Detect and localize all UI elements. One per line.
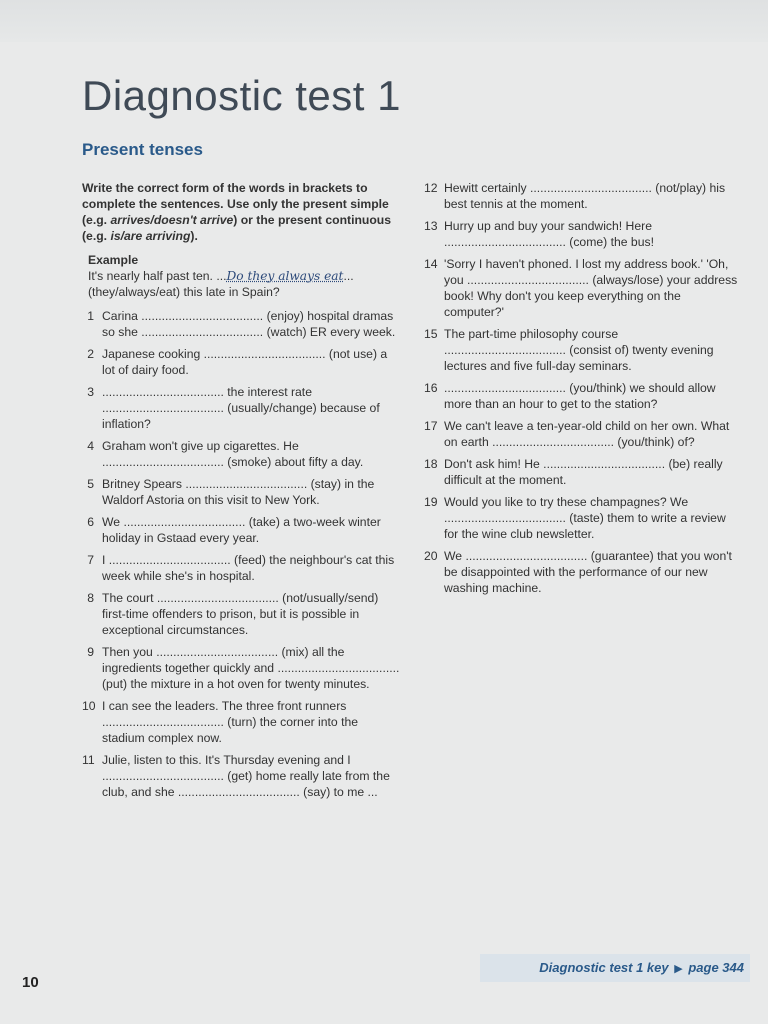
item-text: Graham won't give up cigarettes. He .................................... (smoke) about fifty a day.: [102, 439, 364, 469]
item-number: 5: [87, 477, 94, 491]
item-text: We .................................... (take) a two-week winter holiday in Gstaad every year.: [102, 515, 381, 545]
item-number: 20: [424, 549, 438, 563]
right-column: [424, 180, 740, 602]
section-subtitle: Present tenses: [82, 140, 203, 159]
example-before: It's nearly half past ten. ...: [88, 269, 227, 283]
item-text: Would you like to try these champagnes? We .................................... (taste) them to write a review for the wine club newsletter.: [444, 495, 726, 541]
example-label: Example: [88, 253, 139, 267]
item-text: I can see the leaders. The three front runners .................................... (turn) the corner into the stadium complex now.: [102, 699, 359, 745]
item-text: I .................................... (feed) the neighbour's cat this week while she's in hospital.: [102, 553, 395, 583]
exercise-item: [82, 438, 402, 470]
item-number: 2: [87, 347, 94, 361]
item-text: Hewitt certainly .................................... (not/play) his best tennis at the moment.: [444, 181, 726, 211]
instructions: [82, 180, 402, 244]
exercise-item: [82, 308, 402, 340]
exercise-item: [82, 384, 402, 432]
exercise-item: [82, 752, 402, 800]
item-number: 14: [424, 257, 438, 271]
item-number: 8: [87, 591, 94, 605]
instructions-example-continuous: is/are arriving: [110, 229, 191, 243]
exercise-item: [82, 552, 402, 584]
exercise-item: [82, 590, 402, 638]
item-number: 19: [424, 495, 438, 509]
item-number: 4: [87, 439, 94, 453]
item-text: Then you .................................... (mix) all the ingredients together quickly and .................................... (put) the mixture in a hot oven for twenty minutes.: [102, 645, 400, 691]
item-text: .................................... the interest rate .................................... (usually/change) because of inflation?: [102, 385, 380, 431]
exercise-item: [82, 514, 402, 546]
exercise-item: [424, 494, 740, 542]
item-number: 13: [424, 219, 438, 233]
instructions-part2: ) or the present continuous (e.g.: [82, 213, 392, 243]
item-number: 12: [424, 181, 438, 195]
triangle-right-icon: ▶: [674, 963, 683, 975]
item-text: .................................... (you/think) we should allow more than an hour to get to the station?: [444, 381, 716, 411]
item-text: 'Sorry I haven't phoned. I lost my address book.' 'Oh, you .................................... (always/lose) your address book! Why don't you keep everything on the computer?': [444, 257, 738, 319]
exercise-item: [424, 380, 740, 412]
item-number: 9: [87, 645, 94, 659]
page-title: Diagnostic test 1: [82, 72, 401, 119]
item-number: 11: [82, 753, 95, 767]
item-text: The part-time philosophy course .................................... (consist of) twenty evening lectures and five full-day seminars.: [444, 327, 714, 373]
item-number: 3: [87, 385, 94, 399]
exercise-item: [82, 698, 402, 746]
item-number: 15: [424, 327, 438, 341]
exercise-item: [424, 418, 740, 450]
right-items-list: [424, 180, 740, 596]
item-text: We .................................... (guarantee) that you won't be disappointed with the performance of our new washing machine.: [444, 549, 732, 595]
item-text: Japanese cooking .................................... (not use) a lot of dairy food.: [102, 347, 388, 377]
answer-key-reference: [480, 954, 750, 982]
page-reference: page 344: [688, 960, 744, 975]
exercise-item: [424, 180, 740, 212]
instructions-part3: ).: [190, 229, 198, 243]
item-number: 1: [87, 309, 94, 323]
left-column: [82, 180, 402, 806]
item-text: Britney Spears .................................... (stay) in the Waldorf Astoria on this visit to New York.: [102, 477, 375, 507]
example-block: [88, 252, 402, 300]
item-text: The court .................................... (not/usually/send) first-time offenders to prison, but it is possible in exceptional circumstances.: [102, 591, 379, 637]
exercise-item: [82, 346, 402, 378]
exercise-item: [424, 548, 740, 596]
item-text: Hurry up and buy your sandwich! Here .................................... (come) the bus!: [444, 219, 654, 249]
key-label: Diagnostic test 1 key: [539, 960, 669, 975]
item-text: We can't leave a ten-year-old child on her own. What on earth .................................... (you/think) of?: [444, 419, 730, 449]
left-items-list: [82, 308, 402, 800]
exercise-item: [82, 644, 402, 692]
example-after: ... (they/always/eat) this late in Spain?: [88, 269, 354, 299]
item-number: 18: [424, 457, 438, 471]
item-number: 10: [82, 699, 96, 713]
item-number: 6: [87, 515, 94, 529]
instructions-example-simple: arrives/doesn't arrive: [110, 213, 234, 227]
item-number: 16: [424, 381, 438, 395]
exercise-item: [424, 326, 740, 374]
item-text: Don't ask him! He .................................... (be) really difficult at the moment.: [444, 457, 723, 487]
exercise-item: [424, 456, 740, 488]
exercise-item: [82, 476, 402, 508]
instructions-part1: Write the correct form of the words in brackets to complete the sentences. Use only the present simple (e.g.: [82, 181, 389, 227]
item-text: Carina .................................... (enjoy) hospital dramas so she .................................... (watch) ER every week.: [102, 309, 396, 339]
item-text: Julie, listen to this. It's Thursday evening and I .................................... (get) home really late from the club, and she .................................... (say) to me ...: [102, 753, 390, 799]
exercise-item: [424, 256, 740, 320]
item-number: 7: [87, 553, 94, 567]
page-number: 10: [22, 974, 39, 991]
example-answer: Do they always eat: [226, 269, 344, 283]
exercise-item: [424, 218, 740, 250]
item-number: 17: [424, 419, 438, 433]
top-band: [0, 0, 768, 42]
